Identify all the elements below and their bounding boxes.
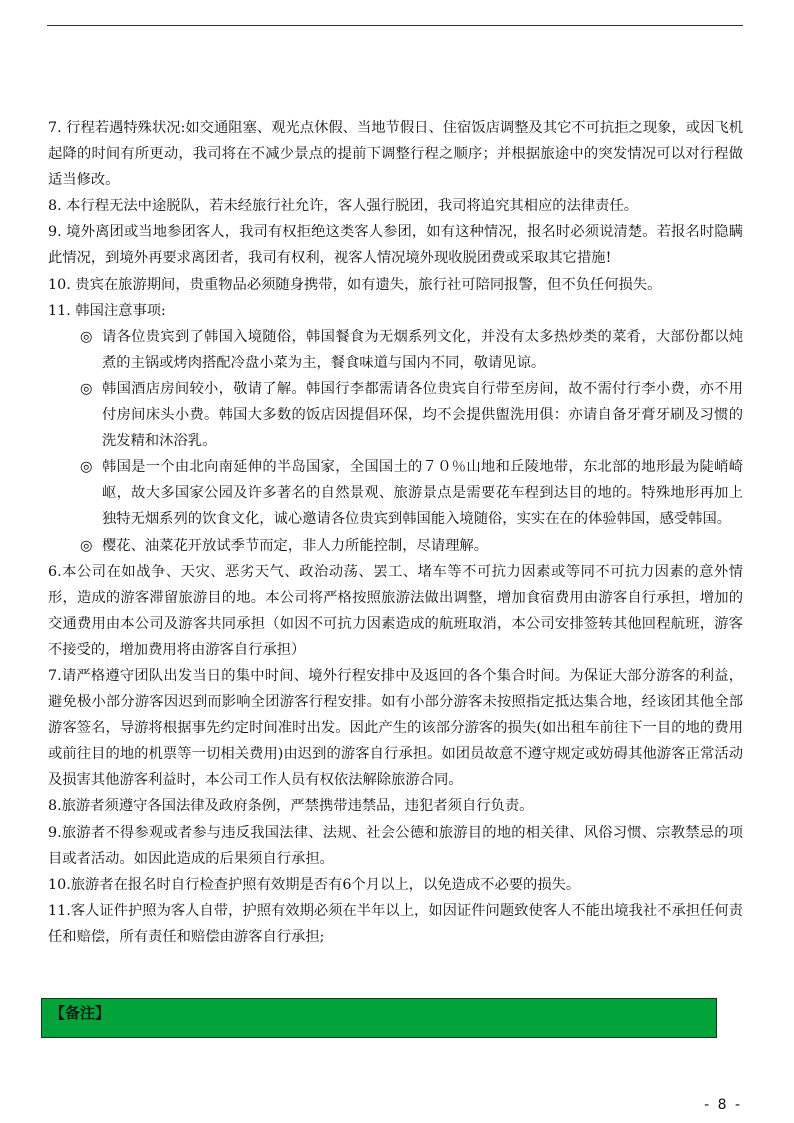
paragraph-8-laws: 8.旅游者须遵守各国法律及政府条例，严禁携带违禁品，违犯者须自行负责。 — [48, 798, 534, 815]
list-item — [48, 324, 743, 376]
remark-section — [41, 998, 717, 1038]
remark-label: 【备注】 — [50, 1004, 111, 1022]
list-item — [48, 454, 743, 532]
paragraph-9-overseas-leave: 9. 境外离团或当地参团客人，我司有权拒绝这类客人参团，如有这种情况，报名时必须说清楚。若报名时隐瞒此情况，到境外再要求离团者，我司有权利，视客人情况境外现收脱团费或采取其它措施! — [48, 224, 743, 267]
paragraph-11-passport-responsibility: 11.客人证件护照为客人自带，护照有效期必须在半年以上，如因证件问题致使客人不能出境我社不承担任何责任和赔偿，所有责任和赔偿由游客自行承担; — [48, 902, 743, 945]
paragraph-7-itinerary-change: 7. 行程若遇特殊状况:如交通阻塞、观光点休假、当地节假日、住宿饭店调整及其它不可抗拒之现象，或因飞机起降的时间有所更动，我司将在不减少景点的提前下调整行程之顺序；并根据旅途中的突发情况可以对行程做适当修改。 — [48, 120, 743, 189]
bullet-icon: ◎ — [80, 537, 93, 554]
list-item — [48, 376, 743, 454]
bullet-text: 韩国是一个由北向南延伸的半岛国家，全国国土的７０％山地和丘陵地带，东北部的地形最为陡峭崎岖，故大多国家公园及许多著名的自然景观、旅游景点是需要花车程到达目的地的。特殊地形再加上独特无烟系列的饮食文化，诚心邀请各位贵宾到韩国能入境随俗，实实在在的体验韩国，感受韩国。 — [102, 459, 743, 528]
paragraph-10-valuables: 10. 贵宾在旅游期间，贵重物品必须随身携带，如有遗失，旅行社可陪同报警，但不负任何损失。 — [48, 276, 662, 293]
korea-notes-list — [48, 324, 743, 559]
paragraph-10-passport-validity: 10.旅游者在报名时自行检查护照有效期是否有6个月以上，以免造成不必要的损失。 — [48, 876, 581, 893]
list-item — [48, 533, 743, 559]
bullet-text: 请各位贵宾到了韩国入境随俗，韩国餐食为无烟系列文化，并没有太多热炒类的菜肴，大部份都以炖煮的主锅或烤肉搭配冷盘小菜为主，餐食味道与国内不同，敬请见谅。 — [102, 328, 743, 371]
paragraph-7-assembly-time: 7.请严格遵守团队出发当日的集中时间、境外行程安排中及返回的各个集合时间。为保证大部分游客的利益，避免极小部分游客因迟到而影响全团游客行程安排。如有小部分游客未按照指定抵达集合地，经该团其他全部游客签名，导游将根据事先约定时间准时出发。因此产生的该部分游客的损失(如出租车前往下一目的地的费用或前往目的地的机票等一切相关费用)由迟到的游客自行承担。如团员故意不遵守规定或妨碍其他游客正常活动及损害其他游客利益时，本公司工作人员有权依法解除旅游合同。 — [48, 667, 743, 789]
bullet-text: 樱花、油菜花开放试季节而定，非人力所能控制，尽请理解。 — [102, 537, 489, 554]
header-rule — [47, 25, 743, 26]
bullet-text: 韩国酒店房间较小，敬请了解。韩国行李都需请各位贵宾自行带至房间，故不需付行李小费，亦不用付房间床头小费。韩国大多数的饭店因提倡环保，均不会提供盥洗用俱：亦请自备牙膏牙刷及习惯的洗发精和沐浴乳。 — [102, 380, 743, 450]
page-number: - 8 - — [704, 1097, 742, 1113]
bullet-icon: ◎ — [80, 328, 93, 345]
document-body — [48, 115, 743, 950]
bullet-icon: ◎ — [80, 459, 93, 476]
paragraph-6-force-majeure: 6.本公司在如战争、天灾、恶劣天气、政治动荡、罢工、堵车等不可抗力因素或等同不可抗力因素的意外情形，造成的游客滞留旅游目的地。本公司将严格按照旅游法做出调整，增加食宿费用由游客自行承担，增加的交通费用由本公司及游客共同承担（如因不可抗力因素造成的航班取消，本公司安排签转其他回程航班，游客不接受的，增加费用将由游客自行承担） — [48, 563, 743, 658]
paragraph-8-no-leaving: 8. 本行程无法中途脱队，若未经旅行社允许，客人强行脱团，我司将追究其相应的法律责任。 — [48, 198, 639, 215]
paragraph-9-prohibited-activities: 9.旅游者不得参观或者参与违反我国法律、法规、社会公德和旅游目的地的相关律、风俗习惯、宗教禁忌的项目或者活动。如因此造成的后果须自行承担。 — [48, 824, 743, 867]
bullet-icon: ◎ — [80, 380, 93, 397]
paragraph-11-korea-notes: 11. 韩国注意事项: — [48, 302, 166, 319]
